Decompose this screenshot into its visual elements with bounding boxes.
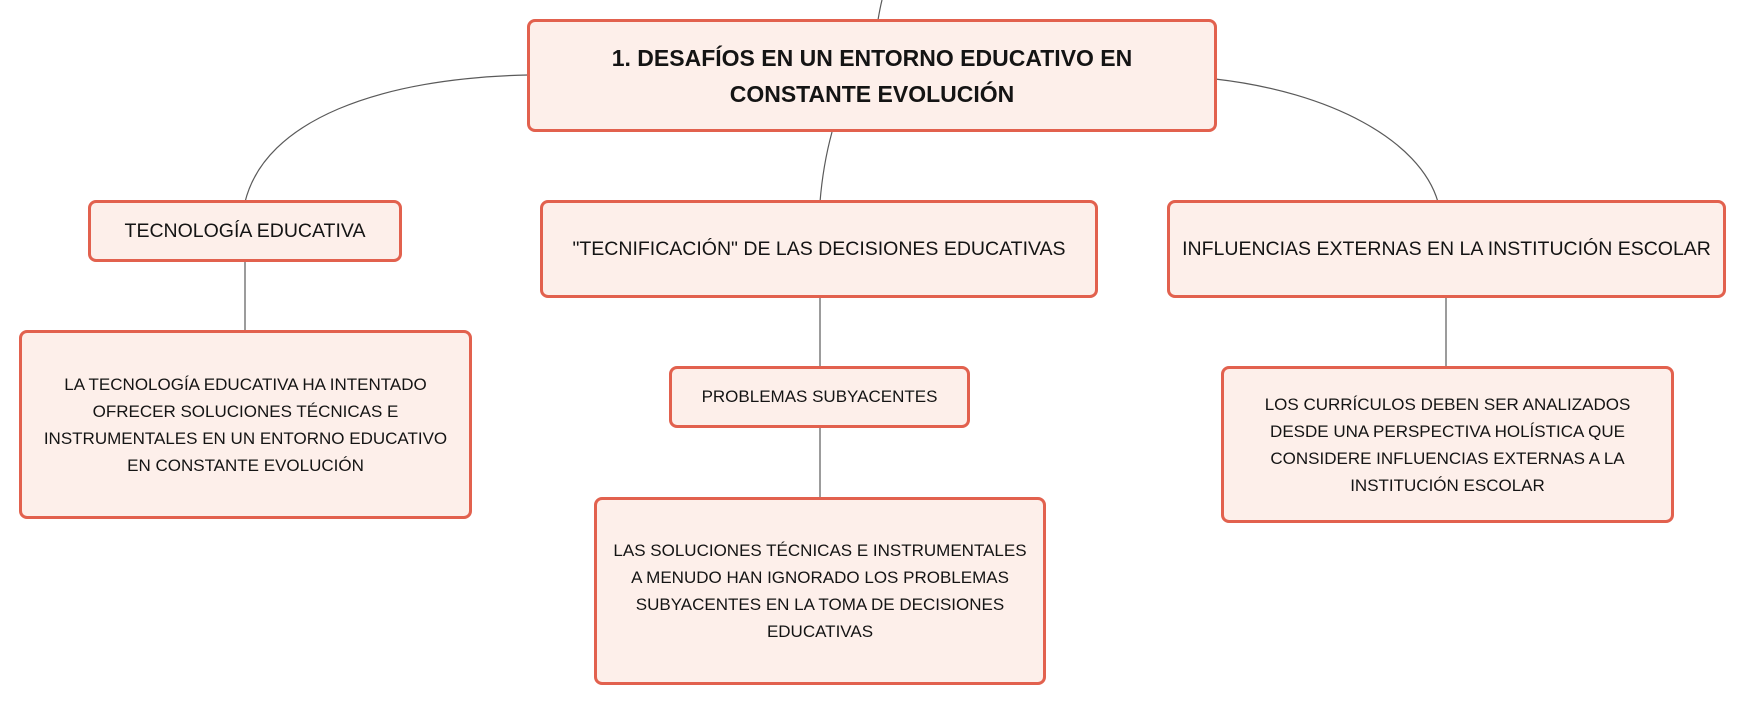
node-influencias-detail[interactable]: [1221, 366, 1674, 523]
node-problemas-detail[interactable]: [594, 497, 1046, 685]
node-tecnologia-educativa-label: TECNOLOGÍA EDUCATIVA: [124, 219, 366, 242]
node-tecnificacion-decisiones[interactable]: [540, 200, 1098, 298]
node-problemas-subyacentes-label: PROBLEMAS SUBYACENTES: [701, 387, 938, 406]
connector-root-to-tecnologia: [245, 75, 528, 202]
node-tecnificacion-decisiones-label: "TECNIFICACIÓN" DE LAS DECISIONES EDUCATIVAS: [572, 237, 1066, 260]
root-node-label: 1. DESAFÍOS EN UN ENTORNO EDUCATIVO EN CONSTANTE EVOLUCIÓN: [611, 44, 1133, 107]
node-problemas-detail-label: LAS SOLUCIONES TÉCNICAS E INSTRUMENTALES A MENUDO HAN IGNORADO LOS PROBLEMAS SUBYACENTES EN LA TOMA DE DECISIONES EDUCATIVAS: [613, 541, 1027, 641]
connector-parent-to-root: [878, 0, 882, 20]
node-influencias-detail-label: LOS CURRÍCULOS DEBEN SER ANALIZADOS DESDE UNA PERSPECTIVA HOLÍSTICA QUE CONSIDERE INFLUENCIAS EXTERNAS A LA INSTITUCIÓN ESCOLAR: [1264, 394, 1631, 495]
node-influencias-externas-label: INFLUENCIAS EXTERNAS EN LA INSTITUCIÓN ESCOLAR: [1182, 237, 1711, 260]
node-influencias-externas[interactable]: [1167, 200, 1726, 298]
node-problemas-subyacentes[interactable]: [669, 366, 970, 428]
connector-root-to-tecnificacion: [820, 132, 832, 202]
node-tecnologia-detail-label: LA TECNOLOGÍA EDUCATIVA HA INTENTADO OFRECER SOLUCIONES TÉCNICAS E INSTRUMENTALES EN UN ENTORNO EDUCATIVO EN CONSTANTE EVOLUCIÓN: [43, 374, 448, 475]
node-tecnologia-detail[interactable]: [19, 330, 472, 519]
root-node[interactable]: [527, 19, 1217, 132]
node-tecnologia-educativa[interactable]: [88, 200, 402, 262]
connector-root-to-influencias: [1215, 79, 1438, 202]
